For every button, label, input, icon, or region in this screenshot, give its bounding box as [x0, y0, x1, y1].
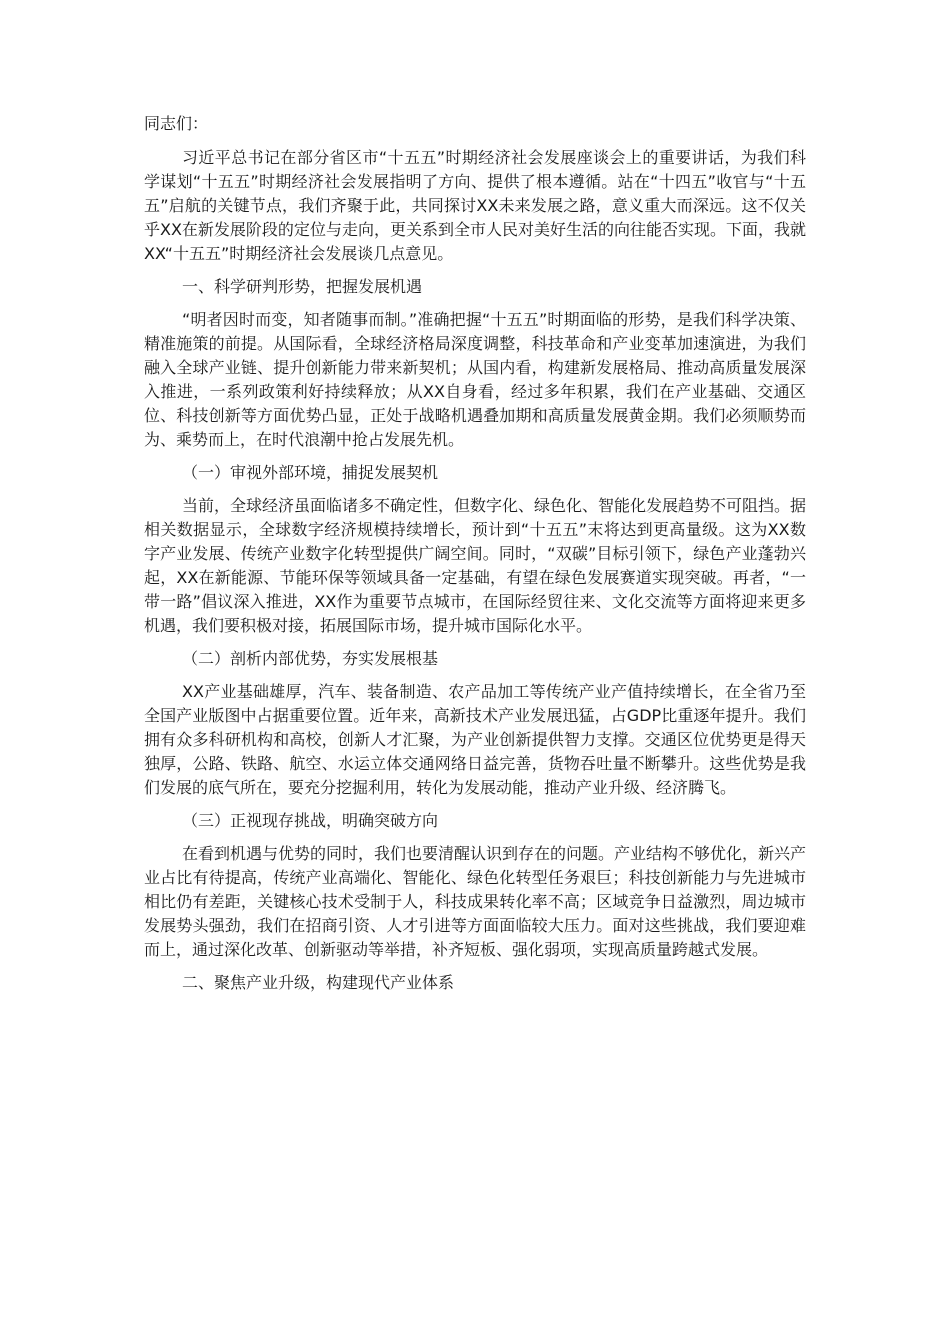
section-1-paragraph: “明者因时而变，知者随事而制。”准确把握“十五五”时期面临的形势，是我们科学决策、精准施策的前提。从国际看，全球经济格局深度调整，科技革命和产业变革加速演进，为我们融入全球产业链、提升创新能力带来新契机；从国内看，构建新发展格局、推动高质量发展深入推进，一系列政策利好持续释放；从XX自身看，经过多年积累，我们在产业基础、交通区位、科技创新等方面优势凸显，正处于战略机遇叠加期和高质量发展黄金期。我们必须顺势而为、乘势而上，在时代浪潮中抢占发展先机。 — [144, 310, 806, 449]
section-2-heading: 二、聚焦产业升级，构建现代产业体系 — [182, 973, 455, 992]
subsection-3-paragraph: 在看到机遇与优势的同时，我们也要清醒认识到存在的问题。产业结构不够优化，新兴产业占比有待提高，传统产业高端化、智能化、绿色化转型任务艰巨；科技创新能力与先进城市相比仍有差距，关键核心技术受制于人，科技成果转化率不高；区域竞争日益激烈，周边城市发展势头强劲，我们在招商引资、人才引进等方面面临较大压力。面对这些挑战，我们要迎难而上，通过深化改革、创新驱动等举措，补齐短板、强化弱项，实现高质量跨越式发展。 — [144, 844, 807, 959]
subsection-2-heading: （二）剖析内部优势，夯实发展根基 — [182, 649, 439, 668]
subsection-2-paragraph: XX产业基础雄厚，汽车、装备制造、农产品加工等传统产业产值持续增长，在全省乃至全国产业版图中占据重要位置。近年来，高新技术产业发展迅猛，占GDP比重逐年提升。我们拥有众多科研机构和高校，创新人才汇聚，为产业创新提供智力支撑。交通区位优势更是得天独厚，公路、铁路、航空、水运立体交通网络日益完善，货物吞吐量不断攀升。这些优势是我们发展的底气所在，要充分挖掘利用，转化为发展动能，推动产业升级、经济腾飞。 — [144, 682, 806, 797]
subsection-1-paragraph: 当前，全球经济虽面临诸多不确定性，但数字化、绿色化、智能化发展趋势不可阻挡。据相关数据显示，全球数字经济规模持续增长，预计到“十五五”末将达到更高量级。这为XX数字产业发展、传统产业数字化转型提供广阔空间。同时，“双碳”目标引领下，绿色产业蓬勃兴起，XX在新能源、节能环保等领域具备一定基础，有望在绿色发展赛道实现突破。再者，“一带一路”倡议深入推进，XX作为重要节点城市，在国际经贸往来、文化交流等方面将迎来更多机遇，我们要积极对接，拓展国际市场，提升城市国际化水平。 — [144, 496, 807, 635]
subsection-3-heading: （三）正视现存挑战，明确突破方向 — [182, 811, 439, 830]
intro-paragraph: 习近平总书记在部分省区市“十五五”时期经济社会发展座谈会上的重要讲话，为我们科学谋划“十五五”时期经济社会发展指明了方向、提供了根本遵循。站在“十四五”收官与“十五五”启航的关键节点，我们齐聚于此，共同探讨XX未来发展之路，意义重大而深远。这不仅关乎XX在新发展阶段的定位与走向，更关系到全市人民对美好生活的向往能否实现。下面，我就XX“十五五”时期经济社会发展谈几点意见。 — [144, 148, 806, 263]
subsection-1-heading: （一）审视外部环境，捕捉发展契机 — [182, 463, 439, 482]
section-1-heading: 一、科学研判形势，把握发展机遇 — [182, 277, 423, 296]
salutation: 同志们： — [144, 114, 209, 133]
document-page — [144, 112, 806, 1004]
